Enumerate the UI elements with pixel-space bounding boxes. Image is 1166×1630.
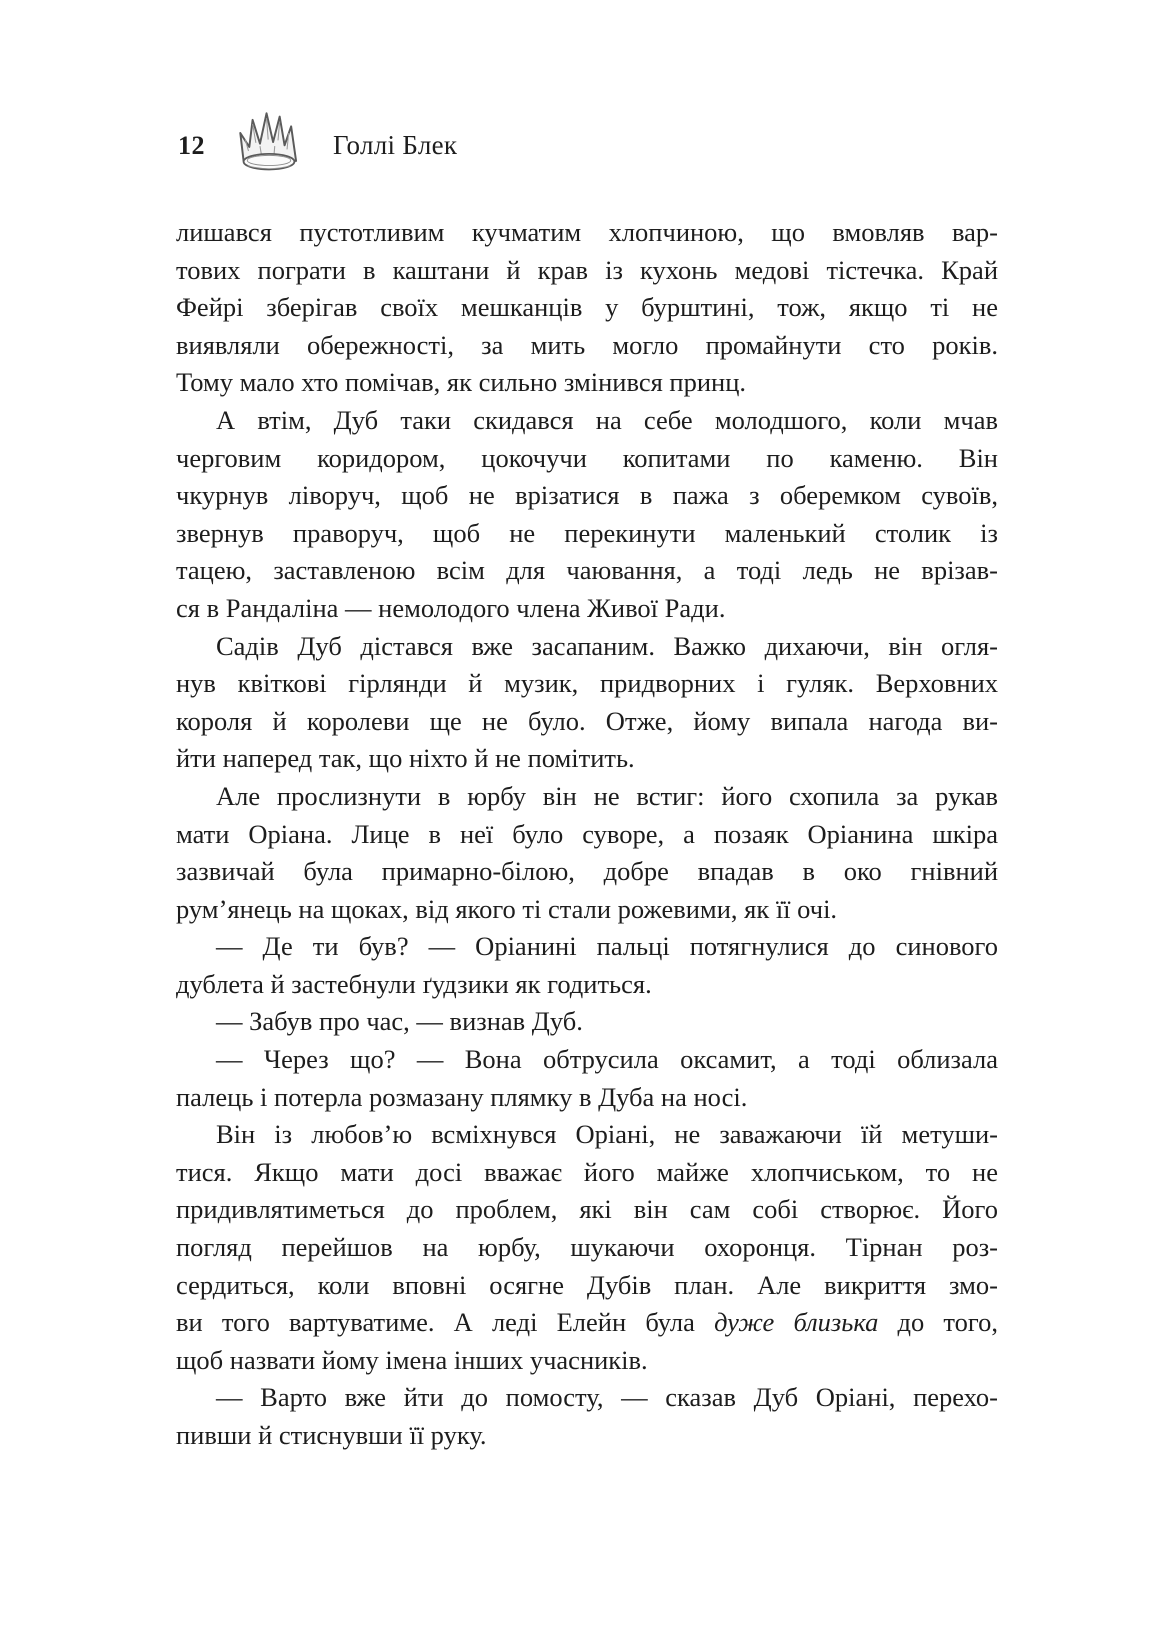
text-line: лишався пустотливим кучматим хлопчиною, що вмовляв вар- bbox=[176, 217, 998, 247]
text-line: Фейрі зберігав своїх мешканців у бурштині, тож, якщо ті не bbox=[176, 292, 998, 323]
text-line: тових пограти в каштани й крав із кухонь медові тістечка. Край bbox=[176, 254, 998, 285]
text-line: тися. Якщо мати досі вважає його майже хлопчиськом, то не bbox=[176, 1156, 998, 1187]
text-line: А втім, Дуб таки скидався на себе молодшого, коли мчав bbox=[216, 404, 998, 435]
text-line: чкурнув ліворуч, щоб не врізатися в пажа з оберемком сувоїв, bbox=[176, 480, 998, 511]
text-line: Він із любов’ю всміхнувся Оріані, не заважаючи їй метуши- bbox=[216, 1119, 998, 1150]
paragraph bbox=[176, 778, 998, 928]
paragraph bbox=[176, 402, 998, 628]
page-number: 12 bbox=[178, 131, 205, 160]
text-line: рум’янець на щоках, від якого ті стали рожевими, як її очі. bbox=[176, 893, 838, 924]
text-line: зазвичай була примарно-білою, добре впадав в око гнівний bbox=[176, 856, 998, 887]
paragraph bbox=[176, 928, 998, 1003]
paragraph bbox=[176, 1379, 998, 1454]
text-line: щоб назвати йому імена інших учасників. bbox=[176, 1344, 648, 1375]
text-line: — Де ти був? — Оріанині пальці потягнулися до синового bbox=[216, 931, 998, 962]
text-line: йти наперед так, що ніхто й не помітить. bbox=[176, 743, 635, 774]
text-line: ся в Рандаліна — немолодого члена Живої Ради. bbox=[176, 592, 726, 623]
text-line: погляд перейшов на юрбу, шукаючи охоронця. Тірнан роз- bbox=[176, 1232, 998, 1263]
page-text bbox=[176, 214, 998, 1455]
page-header bbox=[0, 0, 1166, 200]
text-line: черговим коридором, цокочучи копитами по каменю. Він bbox=[176, 442, 998, 473]
running-header-author: Голлі Блек bbox=[333, 130, 458, 160]
text-line: тацею, заставленою всім для чаювання, а тоді ледь не врізав- bbox=[176, 555, 998, 586]
paragraph bbox=[176, 1003, 998, 1041]
text-line: — Варто вже йти до помосту, — сказав Дуб Оріані, перехо- bbox=[216, 1382, 998, 1413]
text-line: звернув праворуч, щоб не перекинути маленький столик із bbox=[176, 517, 998, 548]
paragraph bbox=[176, 214, 998, 402]
text-line: Тому мало хто помічав, як сильно змінився принц. bbox=[176, 367, 746, 398]
text-line: пивши й стиснувши її руку. bbox=[176, 1420, 487, 1450]
text-line: палець і потерла розмазану плямку в Дуба на носі. bbox=[176, 1081, 748, 1112]
paragraph bbox=[176, 1041, 998, 1116]
crown-icon bbox=[228, 110, 310, 174]
text-line: придивлятиметься до проблем, які він сам собі створює. Його bbox=[176, 1194, 998, 1225]
text-line: Садів Дуб дістався вже засапаним. Важко дихаючи, він огля- bbox=[216, 630, 998, 661]
text-line: короля й королеви ще не було. Отже, йому випала нагода ви- bbox=[176, 705, 998, 736]
text-line: сердиться, коли вповні осягне Дубів план. Але викриття змо- bbox=[176, 1269, 998, 1300]
text-line: Але прослизнути в юрбу він не встиг: його схопила за рукав bbox=[216, 780, 998, 811]
text-line: виявляли обережності, за мить могло промайнути сто років. bbox=[176, 329, 998, 360]
text-line: дублета й застебнули ґудзики як годиться. bbox=[176, 968, 652, 999]
text-line: мати Оріана. Лице в неї було суворе, а позаяк Оріанина шкіра bbox=[176, 818, 998, 849]
text-line: — Через що? — Вона обтрусила оксамит, а тоді облизала bbox=[216, 1044, 998, 1075]
text-line: ви того вартуватиме. А леді Елейн була дуже близька до того, bbox=[176, 1307, 998, 1338]
text-line: — Забув про час, — визнав Дуб. bbox=[216, 1006, 583, 1037]
paragraph bbox=[176, 1116, 998, 1379]
paragraph bbox=[176, 628, 998, 778]
text-line: нув квіткові гірлянди й музик, придворних і гуляк. Верховних bbox=[176, 668, 998, 699]
